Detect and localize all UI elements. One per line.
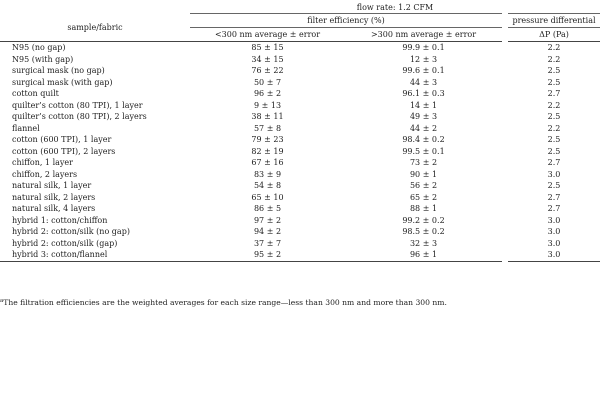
delta-p-value-cell: 2.5: [505, 111, 600, 123]
sample-name-cell: quilter’s cotton (80 TPI), 2 layers: [12, 112, 147, 122]
sample-name-cell: flannel: [12, 123, 40, 133]
delta-p-value-cell: 3.0: [505, 238, 600, 250]
filter-efficiency-header: filter efficiency (%): [190, 14, 505, 28]
lt300-value-cell: 96 ± 2: [253, 89, 282, 99]
sample-name-cell: natural silk, 1 layer: [12, 181, 92, 191]
sample-name-cell: cotton (600 TPI), 2 layers: [12, 146, 116, 156]
gt300-value-cell: 99.5 ± 0.1: [402, 146, 445, 156]
table-row: [0, 100, 600, 112]
table-row: [0, 54, 600, 66]
lt300-value-cell: 38 ± 11: [251, 112, 284, 122]
delta-p-value-cell: 2.7: [505, 192, 600, 204]
gt300-value-cell: 88 ± 1: [409, 204, 438, 214]
table-row: [0, 157, 600, 169]
sample-fabric-header: sample/fabric: [0, 14, 190, 42]
table-row: [0, 88, 600, 100]
delta-p-value-cell: 2.5: [505, 180, 600, 192]
table-row: [0, 134, 600, 146]
header-row-groups: [0, 14, 600, 28]
lt300-value-cell: 85 ± 15: [251, 43, 284, 53]
gt300-value-cell: 12 ± 3: [409, 54, 438, 64]
table-row: [0, 65, 600, 77]
table-row: [0, 215, 600, 227]
table-row: [0, 238, 600, 250]
lt300-value-cell: 86 ± 5: [253, 204, 282, 214]
delta-p-value-cell: 2.2: [505, 42, 600, 54]
sample-name-cell: N95 (with gap): [12, 54, 74, 64]
table-row: [0, 226, 600, 238]
table-row: [0, 146, 600, 158]
sample-name-cell: quilter’s cotton (80 TPI), 1 layer: [12, 100, 143, 110]
lt300-header: <300 nm average ± error: [190, 28, 345, 42]
gt300-header: >300 nm average ± error: [345, 28, 505, 42]
delta-p-header: ΔP (Pa): [505, 28, 600, 42]
delta-p-value-cell: 3.0: [505, 226, 600, 238]
table-footnote: [0, 298, 600, 308]
sample-name-cell: natural silk, 4 layers: [12, 204, 96, 214]
gt300-value-cell: 99.6 ± 0.1: [402, 66, 445, 76]
header-empty-cell: [0, 0, 190, 14]
sample-name-cell: chiffon, 2 layers: [12, 169, 78, 179]
lt300-value-cell: 65 ± 10: [251, 192, 284, 202]
flow-rate-header: flow rate: 1.2 CFM: [190, 0, 600, 14]
gt300-value-cell: 90 ± 1: [409, 169, 438, 179]
pressure-differential-header: pressure differential: [505, 14, 600, 28]
lt300-value-cell: 34 ± 15: [251, 54, 284, 64]
sample-name-cell: hybrid 3: cotton/flannel: [0, 249, 190, 261]
footnote-marker: a: [0, 298, 4, 304]
lt300-value-cell: 79 ± 23: [251, 135, 284, 145]
sample-name-cell: surgical mask (no gap): [12, 66, 105, 76]
sample-name-cell: hybrid 2: cotton/silk (no gap): [12, 227, 130, 237]
lt300-value-cell: 83 ± 9: [253, 169, 282, 179]
lt300-value-cell: 67 ± 16: [251, 158, 284, 168]
gt300-value-cell: 44 ± 2: [409, 123, 438, 133]
footnote-text: The filtration efficiencies are the weighted averages for each size range—less than 300 nm and more than 300 nm.: [3, 298, 447, 307]
sample-name-cell: cotton (600 TPI), 1 layer: [12, 135, 112, 145]
sample-name-cell: N95 (no gap): [12, 43, 66, 53]
sample-name-cell: chiffon, 1 layer: [12, 158, 73, 168]
delta-p-value-cell: 2.5: [505, 77, 600, 89]
gt300-value-cell: 32 ± 3: [409, 238, 438, 248]
sample-name-cell: surgical mask (with gap): [12, 77, 113, 87]
table-row: [0, 77, 600, 89]
lt300-value-cell: 37 ± 7: [253, 238, 282, 248]
table-row: [0, 180, 600, 192]
table-row: [0, 111, 600, 123]
table-row: [0, 169, 600, 181]
gt300-value-cell: 98.4 ± 0.2: [402, 135, 445, 145]
sample-name-cell: hybrid 1: cotton/chiffon: [12, 215, 108, 225]
gt300-value-cell: 96.1 ± 0.3: [402, 89, 445, 99]
delta-p-value-cell: 2.5: [505, 134, 600, 146]
table-row: [0, 123, 600, 135]
table-row: [0, 249, 600, 261]
gt300-value-cell: 65 ± 2: [409, 192, 438, 202]
gt300-value-cell: 98.5 ± 0.2: [402, 227, 445, 237]
gt300-value-cell: 99.2 ± 0.2: [402, 215, 445, 225]
lt300-value-cell: 95 ± 2: [190, 249, 345, 261]
delta-p-value-cell: 3.0: [505, 249, 600, 261]
sample-name-cell: cotton quilt: [12, 89, 59, 99]
delta-p-value-cell: 3.0: [505, 169, 600, 181]
table-row: [0, 42, 600, 54]
delta-p-value-cell: 3.0: [505, 215, 600, 227]
delta-p-value-cell: 2.5: [505, 146, 600, 158]
gt300-value-cell: 49 ± 3: [409, 112, 438, 122]
gt300-value-cell: 96 ± 1: [345, 249, 505, 261]
table-row: [0, 203, 600, 215]
lt300-value-cell: 94 ± 2: [253, 227, 282, 237]
gt300-value-cell: 44 ± 3: [409, 77, 438, 87]
gt300-value-cell: 73 ± 2: [409, 158, 438, 168]
delta-p-value-cell: 2.2: [505, 123, 600, 135]
header-row-flow-rate: [0, 0, 600, 14]
lt300-value-cell: 76 ± 22: [251, 66, 284, 76]
lt300-value-cell: 82 ± 19: [251, 146, 284, 156]
lt300-value-cell: 9 ± 13: [253, 100, 282, 110]
gt300-value-cell: 99.9 ± 0.1: [402, 43, 445, 53]
delta-p-value-cell: 2.7: [505, 203, 600, 215]
delta-p-value-cell: 2.5: [505, 65, 600, 77]
lt300-value-cell: 97 ± 2: [253, 215, 282, 225]
sample-name-cell: hybrid 2: cotton/silk (gap): [12, 238, 118, 248]
gt300-value-cell: 14 ± 1: [409, 100, 438, 110]
delta-p-value-cell: 2.7: [505, 88, 600, 100]
delta-p-value-cell: 2.7: [505, 157, 600, 169]
delta-p-value-cell: 2.2: [505, 54, 600, 66]
delta-p-value-cell: 2.2: [505, 100, 600, 112]
sample-name-cell: natural silk, 2 layers: [12, 192, 96, 202]
lt300-value-cell: 50 ± 7: [253, 77, 282, 87]
table-row: [0, 192, 600, 204]
lt300-value-cell: 54 ± 8: [253, 181, 282, 191]
gt300-value-cell: 56 ± 2: [409, 181, 438, 191]
lt300-value-cell: 57 ± 8: [253, 123, 282, 133]
